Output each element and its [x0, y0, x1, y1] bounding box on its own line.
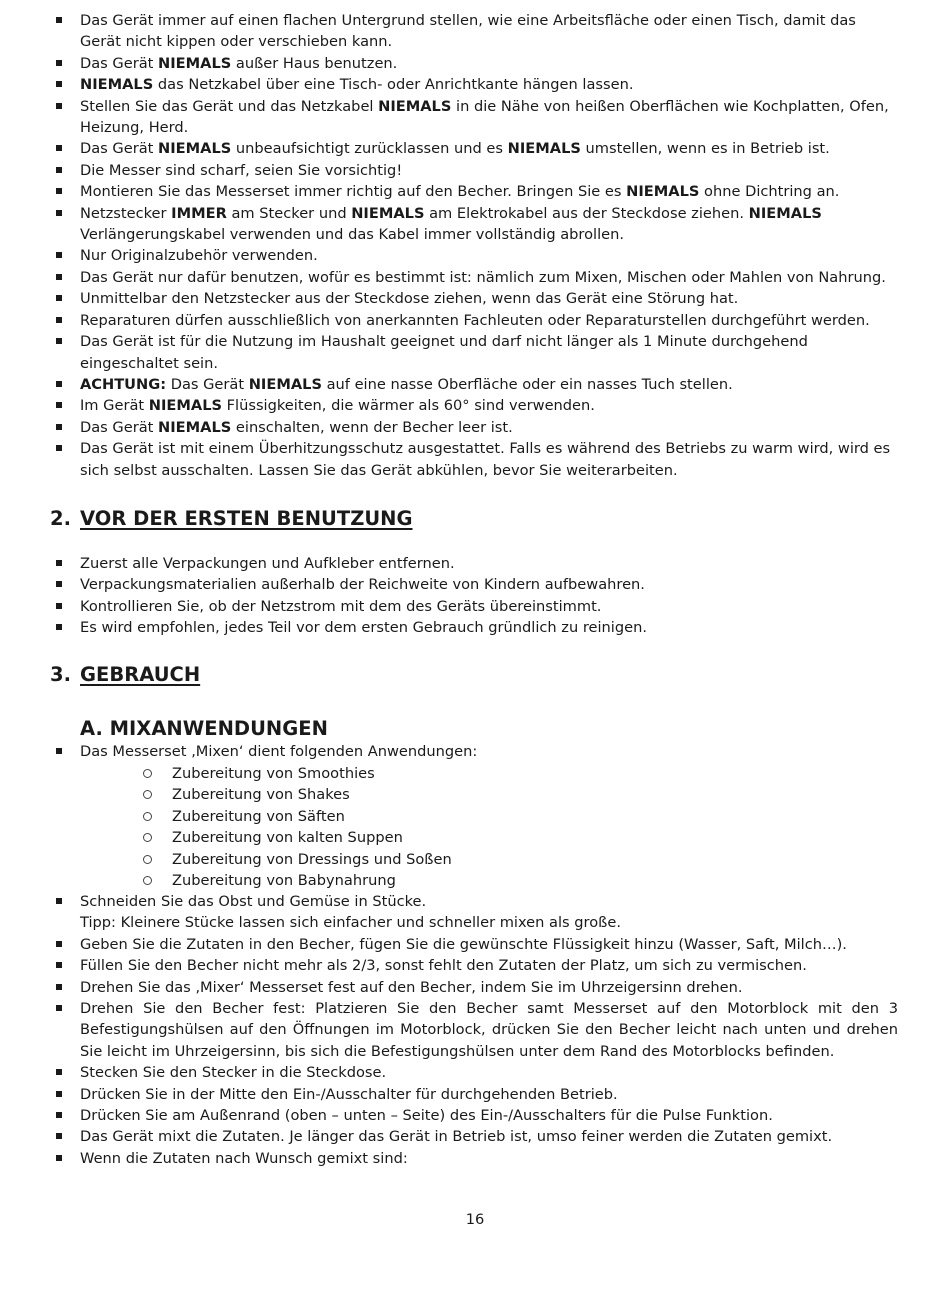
- list-item: Kontrollieren Sie, ob der Netzstrom mit dem des Geräts übereinstimmt.: [0, 596, 950, 617]
- section-3-heading: [0, 662, 950, 688]
- list-item: Verpackungsmaterialien außerhalb der Reichweite von Kindern aufbewahren.: [0, 574, 950, 595]
- item-text: außer Haus benutzen.: [231, 54, 398, 72]
- item-text: Nur Originalzubehör verwenden.: [80, 247, 318, 265]
- list-item: [0, 10, 950, 53]
- item-text: Im Gerät: [80, 397, 149, 415]
- emphasis-text: NIEMALS: [507, 140, 581, 158]
- section-number: 3.: [50, 663, 71, 686]
- list-item: Zubereitung von Dressings und Soßen: [0, 849, 950, 870]
- list-item: [0, 203, 950, 246]
- emphasis-text: NIEMALS: [148, 397, 223, 415]
- list-item: Schneiden Sie das Obst und Gemüse in Stücke. Tipp: Kleinere Stücke lassen sich einfacher und schneller mixen als große.: [0, 891, 950, 934]
- item-text: das Netzkabel über eine Tisch- oder Anrichtkante hängen lassen.: [153, 76, 634, 94]
- item-text: umstellen, wenn es in Betrieb ist.: [580, 140, 830, 158]
- emphasis-text: NIEMALS: [158, 54, 232, 72]
- section-title: VOR DER ERSTEN BENUTZUNG: [80, 507, 413, 530]
- page-number: 16: [465, 1211, 485, 1228]
- emphasis-text: NIEMALS: [748, 204, 822, 222]
- first-use-list: [0, 553, 950, 639]
- item-text: Das Gerät: [166, 375, 249, 393]
- list-item: [0, 395, 950, 416]
- item-text: Montieren Sie das Messerset immer richtig auf den Becher. Bringen Sie es: [80, 183, 627, 201]
- mix-steps-list: [0, 891, 950, 1169]
- item-text: Netzstecker: [80, 204, 172, 222]
- item-text: Das Gerät: [80, 418, 159, 436]
- list-item: Das Gerät mixt die Zutaten. Je länger das Gerät in Betrieb ist, umso feiner werden die Zutaten gemixt.: [0, 1126, 950, 1147]
- list-item: Drücken Sie in der Mitte den Ein-/Ausschalter für durchgehenden Betrieb.: [0, 1084, 950, 1105]
- emphasis-text: ACHTUNG:: [80, 375, 167, 393]
- list-item: [0, 53, 950, 74]
- item-text: Das Gerät: [80, 140, 159, 158]
- list-item: [0, 245, 950, 266]
- item-text: Flüssigkeiten, die wärmer als 60° sind verwenden.: [222, 397, 595, 415]
- list-item: Drehen Sie den Becher fest: Platzieren Sie den Becher samt Messerset auf den Motorblock mit den 3 Befestigungshülsen auf den Öffnungen im Motorblock, drücken Sie den Becher leicht nach unten und drehen Sie leicht im Uhrzeigersinn, bis sich die Befestigungshülsen unter dem Rand des Motorblocks befinden.: [0, 998, 950, 1062]
- list-item: [0, 438, 950, 481]
- emphasis-text: NIEMALS: [80, 76, 154, 94]
- item-text: in die Nähe von heißen Oberflächen wie Kochplatten, Ofen, Heizung, Herd.: [80, 97, 889, 137]
- section-2-heading: [0, 506, 950, 532]
- list-item: [0, 181, 950, 202]
- emphasis-text: NIEMALS: [248, 375, 322, 393]
- mix-intro-list: [0, 741, 950, 762]
- list-item: [0, 267, 950, 288]
- list-item: Zubereitung von Babynahrung: [0, 870, 950, 891]
- section-title: GEBRAUCH: [80, 663, 201, 686]
- item-text: Unmittelbar den Netzstecker aus der Steckdose ziehen, wenn das Gerät eine Störung hat.: [80, 290, 739, 308]
- section-number: 2.: [50, 507, 71, 530]
- emphasis-text: NIEMALS: [626, 183, 700, 201]
- item-text: Die Messer sind scharf, seien Sie vorsichtig!: [80, 161, 403, 179]
- subsection-a-heading: A. MIXANWENDUNGEN: [80, 717, 328, 740]
- list-item: Zubereitung von Shakes: [0, 784, 950, 805]
- emphasis-text: NIEMALS: [378, 97, 452, 115]
- item-text: einschalten, wenn der Becher leer ist.: [231, 418, 513, 436]
- list-item: Drücken Sie am Außenrand (oben – unten – Seite) des Ein-/Ausschalters für die Pulse Funktion.: [0, 1105, 950, 1126]
- list-item: [0, 138, 950, 159]
- emphasis-text: NIEMALS: [158, 140, 232, 158]
- item-text: am Elektrokabel aus der Steckdose ziehen.: [424, 204, 749, 222]
- item-text: Reparaturen dürfen ausschließlich von anerkannten Fachleuten oder Reparaturstellen durchgeführt werden.: [80, 311, 870, 329]
- item-text: ohne Dichtring an.: [699, 183, 840, 201]
- item-text: unbeaufsichtigt zurücklassen und es: [231, 140, 508, 158]
- list-item: Wenn die Zutaten nach Wunsch gemixt sind:: [0, 1148, 950, 1169]
- item-text: Das Gerät immer auf einen flachen Untergrund stellen, wie eine Arbeitsfläche oder einen Tisch, damit das Gerät nicht kippen oder verschieben kann.: [80, 12, 856, 51]
- list-item: [0, 310, 950, 331]
- list-item: Zubereitung von kalten Suppen: [0, 827, 950, 848]
- list-item: Stecken Sie den Stecker in die Steckdose.: [0, 1062, 950, 1083]
- item-text: auf eine nasse Oberfläche oder ein nasses Tuch stellen.: [321, 375, 733, 393]
- mix-applications-list: [0, 763, 950, 891]
- item-text: Das Gerät: [80, 54, 159, 72]
- safety-list: [0, 10, 950, 481]
- item-text: am Stecker und: [226, 204, 352, 222]
- list-item: Zubereitung von Smoothies: [0, 763, 950, 784]
- list-item: Zubereitung von Säften: [0, 806, 950, 827]
- item-text: Das Gerät ist mit einem Überhitzungsschutz ausgestattet. Falls es während des Betriebs zu warm wird, wird es sich selbst ausschalten. Lassen Sie das Gerät abkühlen, bevor Sie weiterarbeiten.: [80, 440, 891, 479]
- list-item: [0, 160, 950, 181]
- emphasis-text: NIEMALS: [351, 204, 425, 222]
- list-item: Geben Sie die Zutaten in den Becher, fügen Sie die gewünschte Flüssigkeit hinzu (Wasser, Saft, Milch…).: [0, 934, 950, 955]
- list-item: [0, 331, 950, 374]
- list-item: [0, 96, 950, 139]
- list-item: Es wird empfohlen, jedes Teil vor dem ersten Gebrauch gründlich zu reinigen.: [0, 617, 950, 638]
- list-item: Drehen Sie das ‚Mixer‘ Messerset fest auf den Becher, indem Sie im Uhrzeigersinn drehen.: [0, 977, 950, 998]
- item-text: Das Gerät nur dafür benutzen, wofür es bestimmt ist: nämlich zum Mixen, Mischen oder Mahlen von Nahrung.: [80, 268, 886, 286]
- list-item: [0, 288, 950, 309]
- emphasis-text: NIEMALS: [158, 418, 232, 436]
- list-item: [0, 417, 950, 438]
- item-text: Verlängerungskabel verwenden und das Kabel immer vollständig abrollen.: [80, 226, 625, 244]
- item-text: Stellen Sie das Gerät und das Netzkabel: [80, 97, 379, 115]
- list-item: Das Messerset ‚Mixen‘ dient folgenden Anwendungen:: [0, 741, 950, 762]
- emphasis-text: IMMER: [171, 204, 227, 222]
- list-item: [0, 374, 950, 395]
- list-item: [0, 74, 950, 95]
- item-text: Das Gerät ist für die Nutzung im Haushalt geeignet und darf nicht länger als 1 Minute durchgehend eingeschaltet sein.: [80, 333, 808, 372]
- list-item: Füllen Sie den Becher nicht mehr als 2/3, sonst fehlt den Zutaten der Platz, um sich zu vermischen.: [0, 955, 950, 976]
- list-item: Zuerst alle Verpackungen und Aufkleber entfernen.: [0, 553, 950, 574]
